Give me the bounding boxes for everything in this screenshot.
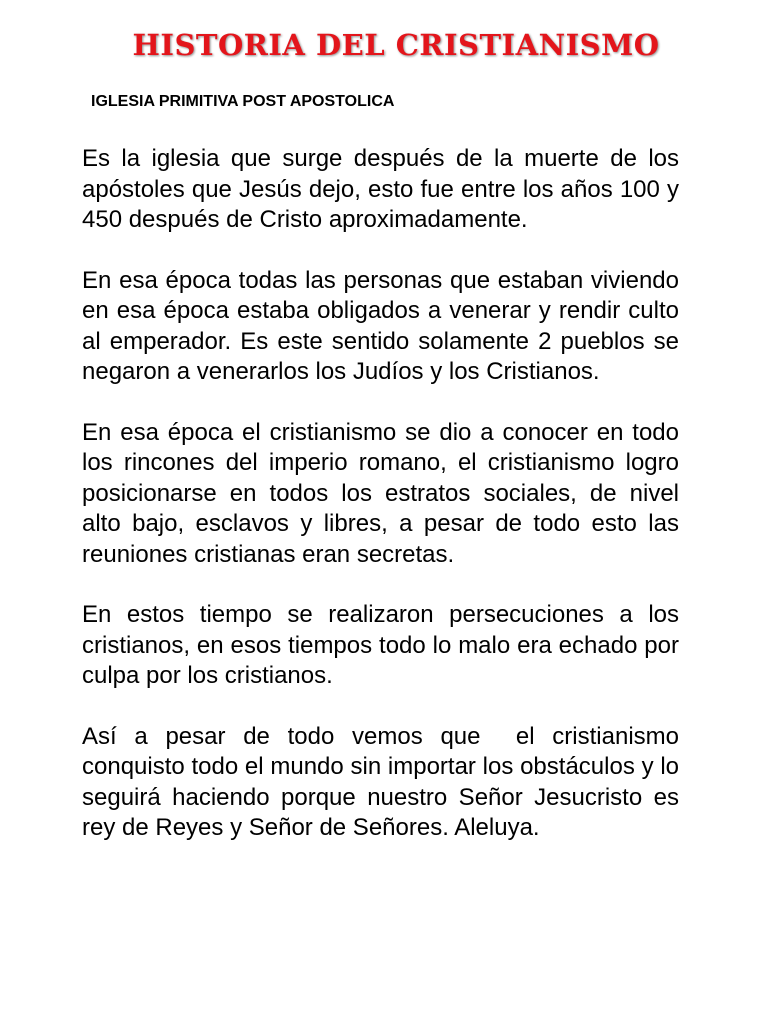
document-subtitle: IGLESIA PRIMITIVA POST APOSTOLICA	[91, 93, 395, 110]
document-title: HISTORIA DEL CRISTIANISMO	[132, 28, 660, 62]
document-body	[82, 144, 686, 874]
body-paragraph: En esa época el cristianismo se dio a conocer en todo los rincones del imperio romano, el cristianismo logro posicionarse en todos los estratos sociales, de nivel alto bajo, esclavos y libres, a pesar de todo esto las reuniones cristianas eran secretas.	[82, 418, 686, 568]
body-paragraph: Así a pesar de todo vemos que el cristianismo conquisto todo el mundo sin importar los obstáculos y lo seguirá haciendo porque nuestro Señor Jesucristo es rey de Reyes y Señor de Señores. Aleluya.	[82, 722, 686, 841]
body-paragraph: Es la iglesia que surge después de la muerte de los apóstoles que Jesús dejo, esto fue entre los años 100 y 450 después de Cristo aproximadamente.	[82, 145, 686, 233]
body-paragraph: En esa época todas las personas que estaban viviendo en esa época estaba obligados a venerar y rendir culto al emperador. Es este sentido solamente 2 pueblos se negaron a venerarlos los Judíos y los Cristianos.	[82, 266, 686, 385]
body-paragraph: En estos tiempo se realizaron persecuciones a los cristianos, en esos tiempos todo lo malo era echado por culpa por los cristianos.	[82, 601, 686, 689]
